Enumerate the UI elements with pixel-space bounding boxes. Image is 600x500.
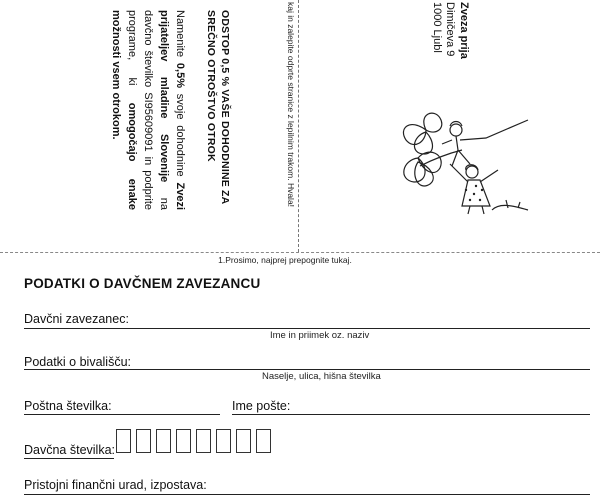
postal-code-field[interactable] [24,414,220,415]
pledge-percent: 0,5% [174,62,186,88]
recipient-organization: Zveza prija [458,2,470,59]
recipient-street: Dimičeva 9 [444,2,457,57]
tax-number-digit-box[interactable] [156,429,171,453]
tax-office-field[interactable] [24,494,590,495]
postal-code-label: Poštna številka: [24,399,112,413]
pledge-text [108,10,188,210]
recipient-city: 1000 Ljubl [431,2,443,53]
fold-guide-line [0,252,600,253]
glue-instruction: kaj in zalepite odprte stranice z lepilnim trakom. Hvala! [286,2,296,208]
tax-number-digit-box[interactable] [236,429,251,453]
form-title: PODATKI O DAVČNEM ZAVEZANCU [24,276,261,291]
tax-number-label: Davčna številka: [24,443,116,457]
pledge-text-2: svoje dohodnine [174,87,186,183]
fold-line [298,0,299,252]
pledge-heading: ODSTOP 0,5 % VAŠE DOHODNINE ZA SREČNO OTROŠTVO OTROK [205,10,231,205]
tax-number-digit-box[interactable] [136,429,151,453]
taxpayer-field[interactable] [24,328,590,329]
residence-hint: Naselje, ulica, hišna številka [262,371,381,382]
taxpayer-hint: Ime in priimek oz. naziv [270,330,370,341]
tax-number-boxes [116,429,271,453]
tax-number-digit-box[interactable] [256,429,271,453]
pledge-text-3: na davčno številko SI95609091 in podprite programe, ki [126,10,170,210]
post-name-label: Ime pošte: [232,399,291,413]
fold-note-text: 1.Prosimo, najprej prepognite tukaj. [218,255,352,265]
children-clover-illustration [388,110,548,215]
tax-number-digit-box[interactable] [196,429,211,453]
fold-note [0,255,600,265]
residence-field[interactable] [24,369,590,370]
recipient-address [430,2,471,82]
pledge-goal: omogočajo enake možnosti vsem otrokom. [110,10,138,210]
tax-number-underline [24,458,114,459]
tax-number-digit-box[interactable] [216,429,231,453]
pledge-organization: Zvezi prijateljev mladine Slovenije [158,10,186,211]
post-name-field[interactable] [232,414,590,415]
tax-number-digit-box[interactable] [176,429,191,453]
taxpayer-label: Davčni zavezanec: [24,312,129,326]
tax-office-label: Pristojni finančni urad, izpostava: [24,478,207,492]
residence-label: Podatki o bivališču: [24,355,132,369]
pledge-text-1: Namenite [174,10,186,63]
tax-number-digit-box[interactable] [116,429,131,453]
